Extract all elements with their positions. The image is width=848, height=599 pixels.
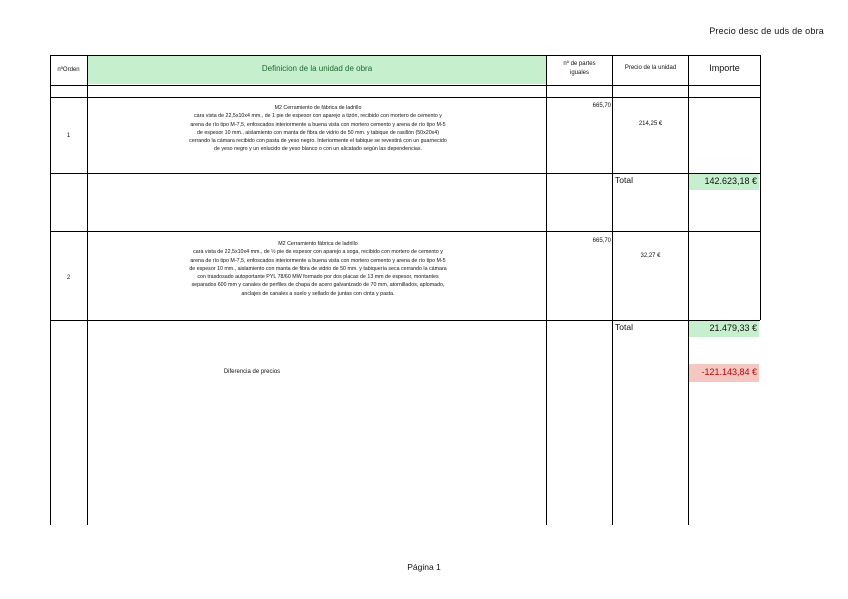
row-2-orden: 2 (66, 275, 71, 281)
row-1-line: de yeso negro y un enlucido de yeso blanco o con un alicatado según las dependencias. (214, 146, 422, 153)
grid-line (50, 231, 760, 232)
row-2-line: cara vista de 22,5x10x4 mm., de ½ pie de espesor con aparejo a soga, recibido con mortero de cemento y (193, 249, 443, 256)
row-2-line: M2 Cerramiento fábrica de ladrillo (278, 241, 358, 247)
row-2-line: con trasdosado autoportante PYL 78/60 MW formado por dos placas de 13 mm de espesor, montantes (197, 274, 439, 281)
row-1-line: M2 Cerramiento de fábrica de ladrillo (274, 105, 362, 111)
col-importe-header: Importe (709, 63, 740, 73)
row-2-total-value: 21.479,33 € (709, 323, 757, 333)
row-2-partes: 665,70 (592, 238, 611, 244)
row-2-precio: 32,27 € (640, 253, 661, 259)
difference-value: -121.143,84 € (701, 367, 757, 377)
grid-line (50, 173, 760, 174)
col-definicion-header: Definicion de la unidad de obra (261, 64, 373, 73)
col-precio-header: Precio de la unidad (624, 65, 677, 71)
row-2-line: anclajes de canales a suelo y sellado de juntas con cinta y pasta. (241, 290, 395, 297)
difference-label: Diferencia de precios (223, 369, 281, 375)
row-1-line: arena de río tipo M-7,5, enfoscados interiormente a buena vista con mortero cemento y arena de río tipo M-5 (190, 121, 446, 128)
row-1-partes: 665,70 (592, 103, 611, 109)
row-1-total-label: Total (615, 175, 633, 185)
row-1-precio: 214,25 € (638, 121, 663, 127)
row-2-line: de espesor 10 mm., aislamiento con manta de fibra de vidrio de 50 mm. y tabiquería seca cerrando la cámara (189, 265, 447, 272)
grid-line (50, 85, 760, 86)
grid-line (50, 55, 51, 525)
row-2-description (88, 240, 548, 298)
grid-line (50, 55, 760, 56)
row-1-orden: 1 (66, 133, 71, 139)
grid-line (50, 320, 760, 321)
row-1-description (88, 104, 548, 154)
grid-line (760, 55, 761, 320)
row-2-line: separados 600 mm y canales de perfiles de chapa de acero galvanizado de 70 mm, atornillados, aplomado, (191, 282, 445, 289)
col-partes-header-2: iguales (569, 70, 589, 76)
row-2-total-label: Total (615, 322, 633, 332)
report-title: Precio desc de uds de obra (709, 26, 824, 36)
row-1-total-value: 142.623,18 € (704, 176, 757, 186)
page-number: Página 1 (407, 562, 441, 572)
grid-line (688, 55, 689, 525)
row-1-line: cara vista de 22,5x10x4 mm., de 1 pie de espesor con aparejo a tizón, recibido con mortero de cemento y (194, 113, 442, 120)
row-1-line: de espesor 10 mm., aislamiento con manta de fibra de vidrio de 50 mm. y tabique de rasillón (50x20x4) (196, 129, 440, 136)
col-partes-header-1: nº de partes (563, 61, 596, 67)
grid-line (50, 97, 760, 98)
col-orden-header: nºOrden (57, 67, 80, 73)
row-2-line: arena de río tipo M-7,5, enfoscados interiormente a buena vista con mortero cemento y arena de río tipo M-5 (190, 257, 446, 264)
row-1-line: cerrando la cámara recibido con pasta de yeso negro. Interiormente el tabique se revestirá con un guarnecido (189, 138, 447, 145)
